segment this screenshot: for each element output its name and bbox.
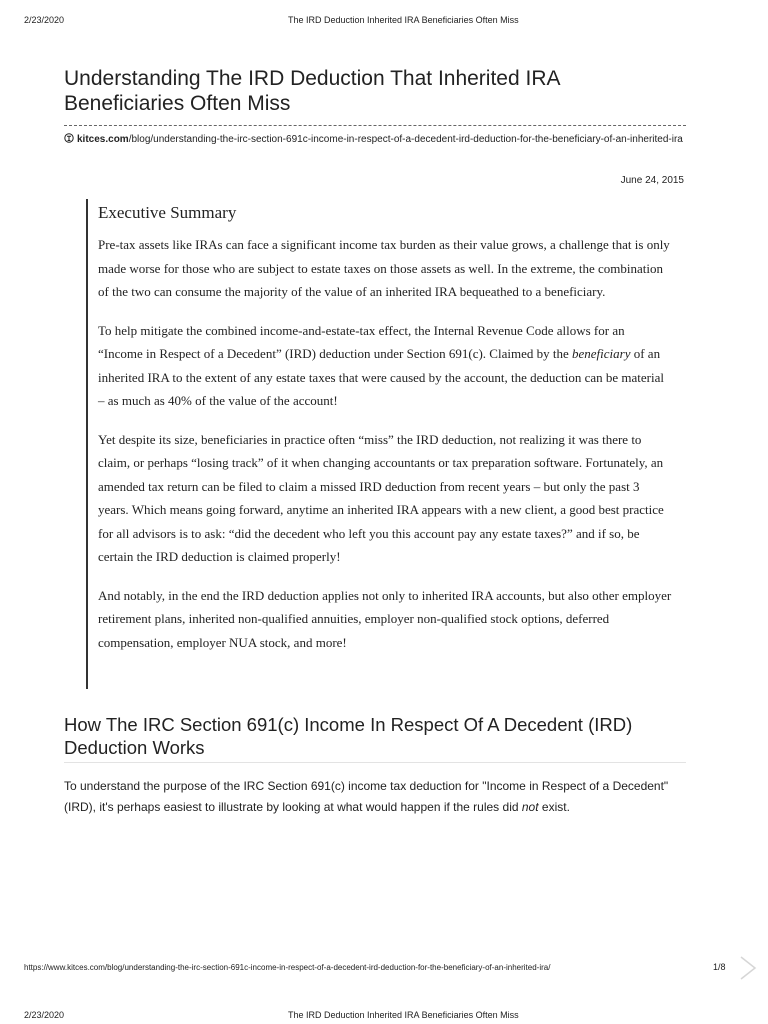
summary-paragraph-2-text-end: of an inherited IRA to the extent of any estate taxes that were caused by the account, the deduction can be material – as much as 40% of the value of the account! bbox=[98, 346, 665, 408]
section-intro-emphasis: not bbox=[521, 800, 539, 814]
next-page-header-date: 2/23/2020 bbox=[24, 1010, 65, 1020]
next-page-header-title: The IRD Deduction Inherited IRA Beneficiaries Often Miss bbox=[288, 1010, 519, 1020]
article-title: Understanding The IRD Deduction That Inherited IRA Beneficiaries Often Miss bbox=[64, 67, 560, 115]
section-divider bbox=[64, 762, 686, 763]
summary-paragraph-2 bbox=[98, 319, 672, 413]
source-icon bbox=[64, 133, 74, 143]
summary-paragraph-4: And notably, in the end the IRD deduction applies not only to inherited IRA accounts, but also other employer retirement plans, inherited non-qualified annuities, employer non-qualified stock options, deferred compensation, employer NUA stock, and more! bbox=[98, 587, 672, 650]
source-path: /blog/understanding-the-irc-section-691c-income-in-respect-of-a-decedent-ird-deduction-for-the-beneficiary-of-an-inherited-ira bbox=[128, 134, 683, 145]
executive-summary-heading: Executive Summary bbox=[98, 203, 237, 222]
summary-paragraph-2-text: To help mitigate the combined income-and-estate-tax effect, the Internal Revenue Code allows for an “Income in Respect of a Decedent” (IRD) deduction under Section 691(c). Claimed by the bbox=[98, 322, 625, 361]
section-intro bbox=[64, 776, 694, 818]
section-intro-text-end: exist. bbox=[538, 800, 570, 814]
source-link[interactable] bbox=[64, 133, 688, 146]
print-header-date: 2/23/2020 bbox=[24, 15, 65, 25]
page-number: 1/8 bbox=[713, 962, 726, 972]
section-heading: How The IRC Section 691(c) Income In Respect Of A Decedent (IRD) Deduction Works bbox=[64, 714, 633, 758]
article-date: June 24, 2015 bbox=[620, 175, 684, 186]
next-page-arrow-icon[interactable] bbox=[738, 955, 758, 981]
title-divider bbox=[64, 125, 686, 126]
summary-paragraph-1: Pre-tax assets like IRAs can face a significant income tax burden as their value grows, a challenge that is only made worse for those who are subject to estate taxes on those assets as well. In the extreme, the combination of the two can consume the majority of the value of an inherited IRA bequeathed to a beneficiary. bbox=[98, 237, 670, 299]
executive-summary bbox=[86, 199, 672, 689]
section-intro-text: To understand the purpose of the IRC Section 691(c) income tax deduction for "Income in Respect of a Decedent" (IRD), it's perhaps easiest to illustrate by looking at what would happen if the rules did bbox=[64, 779, 669, 814]
summary-paragraph-2-emphasis: beneficiary bbox=[571, 346, 631, 361]
summary-paragraph-3: Yet despite its size, beneficiaries in practice often “miss” the IRD deduction, not realizing it was there to claim, or perhaps “losing track” of it when changing accountants or tax preparation software. Fortunately, an amended tax return can be filed to claim a missed IRD deduction from recent years – but only the past 3 years. Which means going forward, anytime an inherited IRA appears with a new client, a good best practice for all advisors is to ask: “did the decedent who left you this account pay any estate taxes?” and if so, be certain the IRD deduction is claimed properly! bbox=[98, 431, 664, 564]
print-footer-url[interactable]: https://www.kitces.com/blog/understanding-the-irc-section-691c-income-in-respect-of-a-decedent-ird-deduction-for-the-beneficiary-of-an-inherited-ira/ bbox=[24, 963, 551, 972]
print-header-title: The IRD Deduction Inherited IRA Beneficiaries Often Miss bbox=[288, 15, 519, 25]
source-domain: kitces.com bbox=[77, 134, 129, 145]
